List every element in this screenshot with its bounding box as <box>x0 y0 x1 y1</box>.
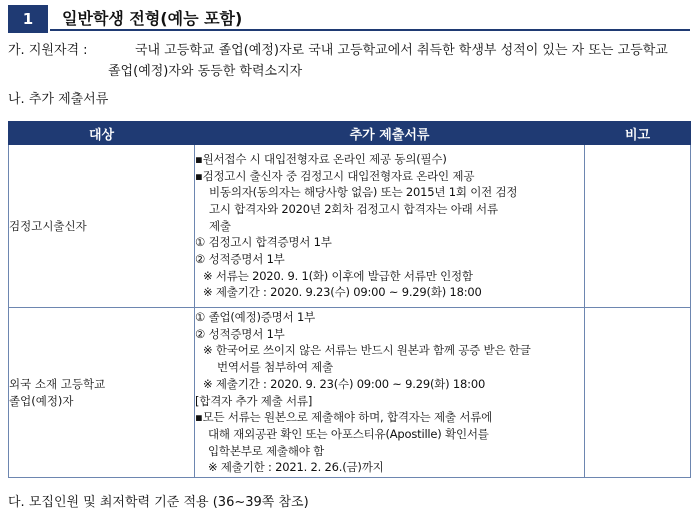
row-note <box>585 145 691 308</box>
section-title: 일반학생 전형(예능 포함) <box>50 5 690 31</box>
doc-line: ※ 제출기한 : 2021. 2. 26.(금)까지 <box>208 460 384 475</box>
section-header <box>8 5 690 33</box>
section-number-badge: 1 <box>8 5 48 33</box>
header-documents: 추가 제출서류 <box>195 122 585 145</box>
doc-line: ▪모든 서류는 원본으로 제출해야 하며, 합격자는 제출 서류에 <box>195 410 493 425</box>
doc-line: ① 검정고시 합격증명서 1부 <box>195 235 332 250</box>
row-documents <box>195 308 585 478</box>
doc-line: ▪원서접수 시 대입전형자료 온라인 제공 동의(필수) <box>195 151 447 166</box>
doc-line: ※ 제출기간 : 2020. 9.23(수) 09:00 ~ 9.29(화) 18:00 <box>203 285 482 300</box>
doc-line: 입학본부로 제출해야 함 <box>208 443 324 458</box>
doc-line: 제출 <box>209 218 231 233</box>
table-row <box>9 145 691 308</box>
doc-line: [합격자 추가 제출 서류] <box>195 393 313 408</box>
table-header-row <box>9 122 691 145</box>
qualification-text-line2: 졸업(예정)자와 동등한 학력소지자 <box>108 64 303 79</box>
doc-line: 비동의자(동의자는 해당사항 없음) 또는 2015년 1회 이전 검정 <box>209 185 518 200</box>
qualification-label: 가. 지원자격 : <box>8 43 88 58</box>
doc-line: 번역서를 첨부하여 제출 <box>217 360 333 375</box>
doc-line: ※ 한국어로 쓰이지 않은 서류는 반드시 원본과 함께 공증 받은 한글 <box>203 343 531 358</box>
doc-line: ※ 제출기간 : 2020. 9. 23(수) 09:00 ~ 9.29(화) 18:00 <box>203 376 486 391</box>
row-target <box>9 145 195 308</box>
doc-line: 고시 합격자와 2020년 2회차 검정고시 합격자는 아래 서류 <box>209 201 498 216</box>
header-note: 비고 <box>585 122 691 145</box>
additional-documents-heading: 나. 추가 제출서류 <box>8 92 109 107</box>
target-text: 졸업(예정)자 <box>9 393 74 408</box>
header-target: 대상 <box>9 122 195 145</box>
recruitment-section-heading: 다. 모집인원 및 최저학력 기준 적용 (36~39쪽 참조) <box>8 495 309 510</box>
target-text: 검정고시출신자 <box>9 218 87 233</box>
doc-line: ② 성적증명서 1부 <box>195 252 285 267</box>
doc-line: ※ 서류는 2020. 9. 1(화) 이후에 발급한 서류만 인정함 <box>203 268 473 283</box>
row-target <box>9 308 195 478</box>
table-row <box>9 308 691 478</box>
doc-line: 대해 재외공관 확인 또는 아포스티유(Apostille) 확인서를 <box>208 426 489 441</box>
row-note <box>585 308 691 478</box>
target-text: 외국 소재 고등학교 <box>9 376 106 391</box>
doc-line: ② 성적증명서 1부 <box>195 326 285 341</box>
row-documents <box>195 145 585 308</box>
doc-line: ① 졸업(예정)증명서 1부 <box>195 309 315 324</box>
additional-documents-table <box>8 121 691 478</box>
doc-line: ▪검정고시 출신자 중 검정고시 대입전형자료 온라인 제공 <box>195 168 475 183</box>
qualification-text-line1: 국내 고등학교 졸업(예정)자로 국내 고등학교에서 취득한 학생부 성적이 있는 자 또는 고등학교 <box>135 43 668 58</box>
